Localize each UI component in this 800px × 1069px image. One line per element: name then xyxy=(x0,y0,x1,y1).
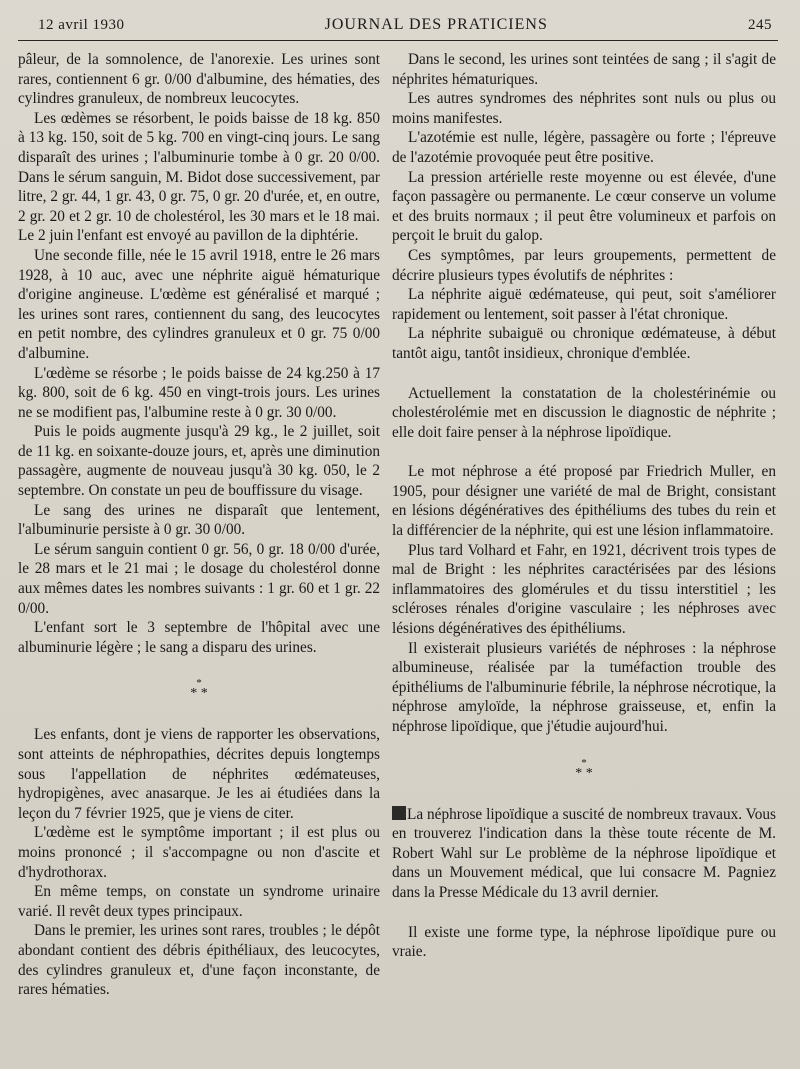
right-paragraph xyxy=(392,805,776,903)
right-paragraph: Ces symptômes, par leurs groupements, permettent de décrire plusieurs types évolutifs de néphrites : xyxy=(392,246,776,284)
right-paragraph: Plus tard Volhard et Fahr, en 1921, décrivent trois types de mal de Bright : les néphrites caractérisées par des lésions inflammatoires des glomérules et du tissu interstitiel ; les scléroses rénales d'origine vasculaire ; les néphroses avec lésions dégénératives des épithéliums. xyxy=(392,541,776,638)
right-paragraph: Il existerait plusieurs variétés de néphroses : la néphrose albumineuse, réalisée par la tuméfaction trouble des épithéliums de l'albuminurie fébrile, la néphrose nécrotique, la néphrose amyloïde, la néphrose graisseuse, et, enfin la néphrose lipoïdique, que j'étudie aujourd'hui. xyxy=(392,639,776,735)
right-paragraph: Dans le second, les urines sont teintées de sang ; il s'agit de néphrites hématuriques. xyxy=(392,51,776,88)
left-column xyxy=(18,50,380,1000)
left-paragraph: L'enfant sort le 3 septembre de l'hôpital avec une albuminurie légère ; le sang a disparu des urines. xyxy=(18,619,380,656)
page-header xyxy=(38,12,772,38)
right-paragraph: La néphrite aiguë œdémateuse, qui peut, soit s'améliorer rapidement ou lentement, soit passer à l'état chronique. xyxy=(392,286,776,323)
left-paragraph: Les enfants, dont je viens de rapporter les observations, sont atteints de néphropathies, décrites depuis longtemps sous l'appellation de néphrites œdémateuses, hydropigènes, avec anasarque. Je les ai étudiées dans la leçon du 7 février 1925, que je viens de citer. xyxy=(18,726,380,822)
paragraph-text: La néphrose lipoïdique a suscité de nombreux travaux. Vous en trouverez l'indication dans la thèse toute récente de M. Robert Wahl sur Le problème de la néphrose lipoïdique et dans un Mouvement médical, que lui consacre M. Pagniez dans la Presse Médicale du 13 avril dernier. xyxy=(392,805,776,901)
right-paragraph: Le mot néphrose a été proposé par Friedrich Muller, en 1905, pour désigner une variété de mal de Bright, consistant en lésions dégénératives des épithéliums des tubes du rein et la différencier de la néphrite, qui est une lésion inflammatoire. xyxy=(392,463,776,540)
page-number: 245 xyxy=(747,16,772,33)
left-paragraph: En même temps, on constate un syndrome urinaire varié. Il revêt deux types principaux. xyxy=(18,883,380,920)
section-separator: * * * xyxy=(575,756,593,781)
right-paragraph: La néphrite subaiguë ou chronique œdémateuse, à début tantôt aigu, tantôt insidieux, chronique d'emblée. xyxy=(392,325,776,362)
left-paragraph: Puis le poids augmente jusqu'à 29 kg., le 2 juillet, soit de 11 kg. en soixante-douze jours, et, après une diminution passagère, augmente de nouveau jusqu'à 30 kg. 050, le 2 septembre. On constate un peu de bouffissure du visage. xyxy=(18,423,380,500)
header-date: 12 avril 1930 xyxy=(38,16,125,33)
left-paragraph: Le sang des urines ne disparaît que lentement, l'albuminurie persiste à 0 gr. 30 0/00. xyxy=(18,501,380,539)
section-separator: * * * xyxy=(190,677,208,702)
left-paragraph: L'œdème se résorbe ; le poids baisse de 24 kg.250 à 17 kg. 800, soit de 6 kg. 450 en vingt-trois jours. Les urines ne se modifient pas, l'albumine reste à 0 gr. 30 0/00. xyxy=(18,364,380,421)
right-paragraph: Actuellement la constatation de la cholestérinémie ou cholestérolémie met en discussion le diagnostic de néphrite ; elle doit faire penser à la néphrose lipoïdique. xyxy=(392,384,776,441)
drop-cap-block xyxy=(392,806,406,820)
journal-title: JOURNAL DES PRATICIENS xyxy=(324,16,548,33)
right-paragraph: La pression artérielle reste moyenne ou est élevée, d'une façon passagère ou permanente. Le cœur conserve un volume et des bruits normaux ; il peut être volumineux et parfois on perçoit le bruit du galop. xyxy=(392,168,776,245)
left-paragraph: Les œdèmes se résorbent, le poids baisse de 18 kg. 850 à 13 kg. 150, soit de 5 kg. 700 en vingt-cinq jours. Le sang disparaît des urines ; l'albuminurie tombe à 0 gr. 20 0/00. Dans le sérum sanguin, M. Bidot dose successivement, par litre, 2 gr. 44, 1 gr. 43, 0 gr. 75, 0 gr. 20 d'urée, et, en outre, 2 gr. 20 et 2 gr. 10 de cholestérol, les 30 mars et le 18 mai. Le 2 juin l'enfant est envoyé au pavillon de la diphtérie. xyxy=(18,109,380,245)
left-paragraph: Dans le premier, les urines sont rares, troubles ; le dépôt abondant contient des débris épithéliaux, des leucocytes, des cylindres granuleux et, d'une façon inconstante, de rares hématies. xyxy=(18,922,380,999)
right-paragraph: Les autres syndromes des néphrites sont nuls ou plus ou moins manifestes. xyxy=(392,90,776,127)
right-column xyxy=(392,50,776,962)
left-paragraph: Le sérum sanguin contient 0 gr. 56, 0 gr. 18 0/00 d'urée, le 28 mars et le 21 mai ; le dosage du cholestérol donne aux mêmes dates les nombres suivants : 1 gr. 60 et 1 gr. 22 0/00. xyxy=(18,540,380,617)
right-paragraph: Il existe une forme type, la néphrose lipoïdique pure ou vraie. xyxy=(392,923,776,961)
left-paragraph: L'œdème est le symptôme important ; il est plus ou moins prononcé ; il s'accompagne ou non d'ascite et d'hydrothorax. xyxy=(18,824,380,881)
header-rule xyxy=(18,40,778,41)
left-paragraph: Une seconde fille, née le 15 avril 1918, entre le 26 mars 1928, à 10 auc, avec une néphrite aiguë hématurique d'origine angineuse. L'œdème est généralisé et marqué ; les urines sont rares, contiennent du sang, des leucocytes en petit nombre, des cylindres granuleux et 0 gr. 75 0/00 d'albumine. xyxy=(18,246,380,362)
right-paragraph: L'azotémie est nulle, légère, passagère ou forte ; l'épreuve de l'azotémie provoquée peut être positive. xyxy=(392,129,776,166)
left-paragraph: pâleur, de la somnolence, de l'anorexie. Les urines sont rares, contiennent 6 gr. 0/00 d'albumine, des hématies, des cylindres granuleux, de nombreux leucocytes. xyxy=(18,51,380,108)
